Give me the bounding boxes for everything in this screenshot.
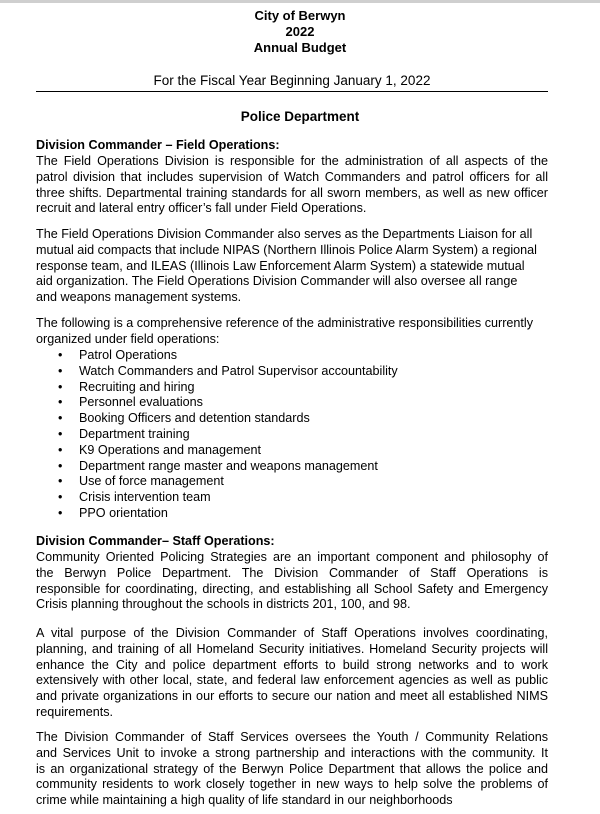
list-item: • Use of force management xyxy=(58,474,224,489)
bullet-icon: • xyxy=(58,442,63,457)
bullet-icon: • xyxy=(58,395,63,410)
list-item: • Department training xyxy=(58,426,190,441)
list-item: • PPO orientation xyxy=(58,505,168,520)
text-line: A vital purpose of the Division Commander of Staff Operations involves coordinating, xyxy=(36,626,548,640)
responsibilities-list xyxy=(36,348,548,522)
staff-ops-paragraph-3 xyxy=(36,730,548,809)
header-divider xyxy=(36,91,548,92)
text-line: planning, and training of all Homeland Security initiatives. Homeland Security projects will xyxy=(36,641,548,656)
department-title: Police Department xyxy=(240,109,360,124)
staff-ops-paragraph-2 xyxy=(36,626,548,721)
list-item: • Crisis intervention team xyxy=(58,490,211,505)
responsibilities-intro xyxy=(36,316,548,348)
text-line: organized under field operations: xyxy=(36,331,220,346)
field-ops-paragraph-2 xyxy=(36,227,548,306)
text-line: community residents to work closely together in new ways to help solve the problems of xyxy=(36,777,548,792)
city-title: City of Berwyn xyxy=(254,8,346,23)
list-item: • K9 Operations and management xyxy=(58,442,262,457)
text-line: recruit and lateral entry officer’s fall under Field Operations. xyxy=(36,201,367,216)
text-line: requirements. xyxy=(36,704,113,719)
text-line: and Services Unit to invoke a strong partnership and interactions with the community. It xyxy=(36,745,548,760)
bullet-icon: • xyxy=(58,474,63,489)
bullet-icon: • xyxy=(58,458,63,473)
bullet-icon: • xyxy=(58,379,63,394)
text-line: enhance the City and police department efforts to build strong networks and to work xyxy=(36,657,548,672)
bullet-icon: • xyxy=(58,348,63,362)
text-line: extensively with other local, state, and federal law enforcement agencies as well as public xyxy=(36,673,548,688)
text-line: The Field Operations Division Commander also serves as the Departments Liaison for all xyxy=(36,227,533,241)
text-line: crime while maintaining a high quality of life standard in our neighborhoods xyxy=(36,793,453,808)
text-line: the Berwyn Police Department. The Division Commander of Staff Operations is xyxy=(36,565,548,580)
text-line: and private organizations in our efforts to secure our nation and meet all established NIMS xyxy=(36,689,548,704)
text-line: aid organization. The Field Operations Division Commander will also oversee all range xyxy=(36,274,518,289)
text-line: The Field Operations Division is responsible for the administration of all aspects of the xyxy=(36,154,548,168)
staff-ops-heading: Division Commander– Staff Operations: xyxy=(36,534,275,548)
bullet-icon: • xyxy=(58,411,63,426)
text-line: Community Oriented Policing Strategies are an important component and philosophy of xyxy=(36,550,548,564)
list-item: • Recruiting and hiring xyxy=(58,379,195,394)
text-line: The Division Commander of Staff Services oversees the Youth / Community Relations xyxy=(36,730,548,744)
bullet-icon: • xyxy=(58,426,63,441)
list-item: • Watch Commanders and Patrol Supervisor accountability xyxy=(58,363,398,378)
bullet-icon: • xyxy=(58,490,63,505)
text-line: is an organizational strategy of the Berwyn Police Department that allows the police and xyxy=(36,761,548,776)
budget-year: 2022 xyxy=(285,24,315,39)
fiscal-year-line: For the Fiscal Year Beginning January 1, 2022 xyxy=(153,73,431,88)
text-line: and weapons management systems. xyxy=(36,290,242,305)
list-item: • Personnel evaluations xyxy=(58,395,203,410)
text-line: Crisis planning throughout the schools in districts 201, 100, and 98. xyxy=(36,597,411,612)
list-item: • Patrol Operations xyxy=(58,348,178,362)
budget-title: Annual Budget xyxy=(253,40,347,55)
text-line: The following is a comprehensive reference of the administrative responsibilities currently xyxy=(36,316,533,330)
text-line: mutual aid compacts that include NIPAS (Northern Illinois Police Alarm System) a regional xyxy=(36,242,537,257)
list-item: • Department range master and weapons management xyxy=(58,458,378,473)
bullet-icon: • xyxy=(58,505,63,520)
text-line: three shifts. Departmental training standards for all sworn members, as well as new officer xyxy=(36,185,548,200)
bullet-icon: • xyxy=(58,363,63,378)
field-ops-paragraph-1 xyxy=(36,154,548,217)
text-line: responsible for coordinating, directing, and establishing all School Safety and Emergency xyxy=(36,581,548,596)
list-item: • Booking Officers and detention standards xyxy=(58,411,310,426)
field-ops-heading: Division Commander – Field Operations: xyxy=(36,138,280,152)
staff-ops-paragraph-1 xyxy=(36,550,548,613)
text-line: patrol division that includes supervision of Watch Commanders and patrol officers for all xyxy=(36,169,548,184)
text-line: response team, and ILEAS (Illinois Law Enforcement Alarm System) a statewide mutual xyxy=(36,258,525,273)
page-top-edge xyxy=(0,0,600,3)
